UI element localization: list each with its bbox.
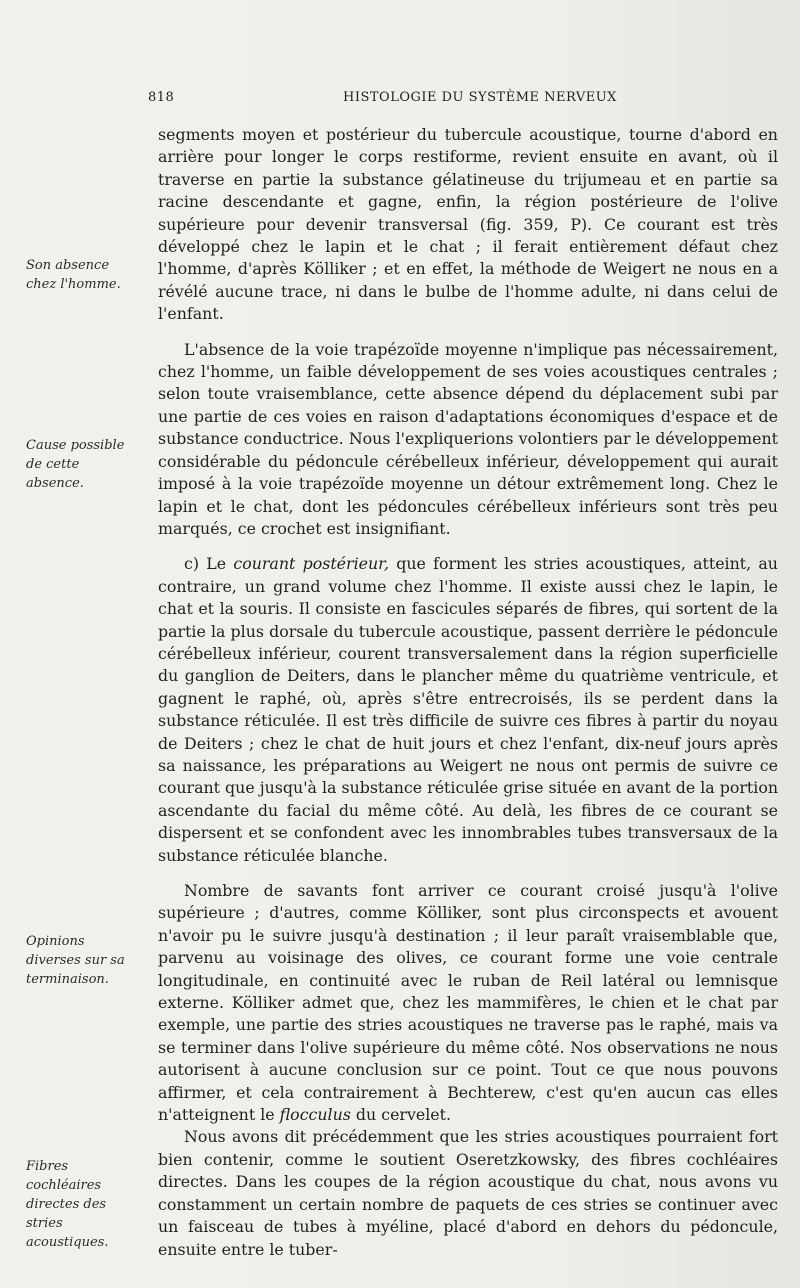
paragraph: L'absence de la voie trapézoïde moyenne n'implique pas nécessairement, chez l'homme, un faible développement de ses voies acoustiques centrales ; selon toute vraisemblance, cette absence dépend du déplacement subi par une partie de ces voies en raison d'adaptations économiques d'espace et de substance conductrice. Nous l'expliquerions volontiers par le développement considérable du pédoncule cérébelleux inférieur, développement qui aurait imposé à la voie trapézoïde moyenne un détour extrêmement long. Chez le lapin et le chat, dont les pédoncules cérébelleux inférieurs sont très peu marqués, ce crochet est insignifiant. bbox=[158, 339, 778, 538]
margin-note: Opinions diverses sur sa terminaison. bbox=[26, 934, 125, 987]
main-text bbox=[158, 124, 778, 1261]
running-title: HISTOLOGIE DU SYSTÈME NERVEUX bbox=[343, 90, 617, 105]
margin-note: Fibres cochléaires directes des stries acoustiques. bbox=[26, 1159, 109, 1250]
margin-note: Cause possible de cette absence. bbox=[26, 438, 125, 491]
emphasis: flocculus bbox=[279, 1105, 351, 1125]
paragraph bbox=[158, 553, 778, 867]
paragraph: segments moyen et postérieur du tubercule acoustique, tourne d'abord en arrière pour longer le corps restiforme, revient ensuite en avant, où il traverse en partie la substance gélatineuse du trijumeau et en partie sa racine descendante et gagne, enfin, la région postérieure de l'olive supérieure pour devenir transversal (fig. 359, P). Ce courant est très développé chez le lapin et le chat ; il ferait entièrement défaut chez l'homme, d'après Kölliker ; et en effet, la méthode de Weigert ne nous en a révélé aucune trace, ni dans le bulbe de l'homme adulte, ni dans celui de l'enfant. bbox=[158, 125, 778, 324]
paragraph bbox=[158, 880, 778, 1126]
paragraph-suffix: du cervelet. bbox=[350, 1105, 452, 1125]
emphasis: courant postérieur, bbox=[233, 554, 389, 574]
paragraph-text: que forment les stries acoustiques, atteint, au contraire, un grand volume chez l'homme. Il existe aussi chez le lapin, le chat et la souris. Il consiste en fascicules séparés de fibres, qui sortent de la partie la plus dorsale du tubercule acoustique, passent derrière le pédoncule cérébelleux inférieur, courent transversalement dans la région superficielle du ganglion de Deiters, dans le plancher même du quatrième ventricule, et gagnent le raphé, où, après s'être entrecroisés, ils se perdent dans la substance réticulée. Il est très difficile de suivre ces fibres à partir du noyau de Deiters ; chez le chat de huit jours et chez l'enfant, dix-neuf jours après sa naissance, les préparations au Weigert ne nous ont permis de suivre ce courant que jusqu'à la substance réticulée grise située en avant de la portion ascendante du facial du même côté. Au delà, les fibres de ce courant se dispersent et se confondent avec les innombrables tubes transversaux de la substance réticulée blanche. bbox=[158, 554, 778, 865]
margin-note: Son absence chez l'homme. bbox=[26, 258, 121, 292]
paragraph-prefix: c) Le bbox=[184, 554, 234, 574]
page-header bbox=[148, 90, 788, 110]
paragraph-text: Nombre de savants font arriver ce courant croisé jusqu'à l'olive supérieure ; d'autres, comme Kölliker, sont plus circonspects et avouent n'avoir pu le suivre jusqu'à destination ; il leur paraît vraisemblable que, parvenu au voisinage des olives, ce courant forme une voie centrale longitudinale, en continuité avec le ruban de Reil latéral ou lemnisque externe. Kölliker admet que, chez les mammifères, le chien et le chat par exemple, une partie des stries acoustiques ne traverse pas le raphé, mais va se terminer dans l'olive supérieure du même côté. Nos observations ne nous autorisent à aucune conclusion sur ce point. Tout ce que nous pouvons affirmer, et cela contrairement à Bechterew, c'est qu'en aucun cas elles n'atteignent le bbox=[158, 881, 778, 1125]
paragraph: Nous avons dit précédemment que les stries acoustiques pourraient fort bien contenir, comme le soutient Oseretzkowsky, des fibres cochléaires directes. Dans les coupes de la région acoustique du chat, nous avons vu constamment un certain nombre de paquets de ces stries se continuer avec un faisceau de tubes à myéline, placé d'abord en dehors du pédoncule, ensuite entre le tuber- bbox=[158, 1127, 778, 1259]
page-number: 818 bbox=[148, 90, 175, 105]
